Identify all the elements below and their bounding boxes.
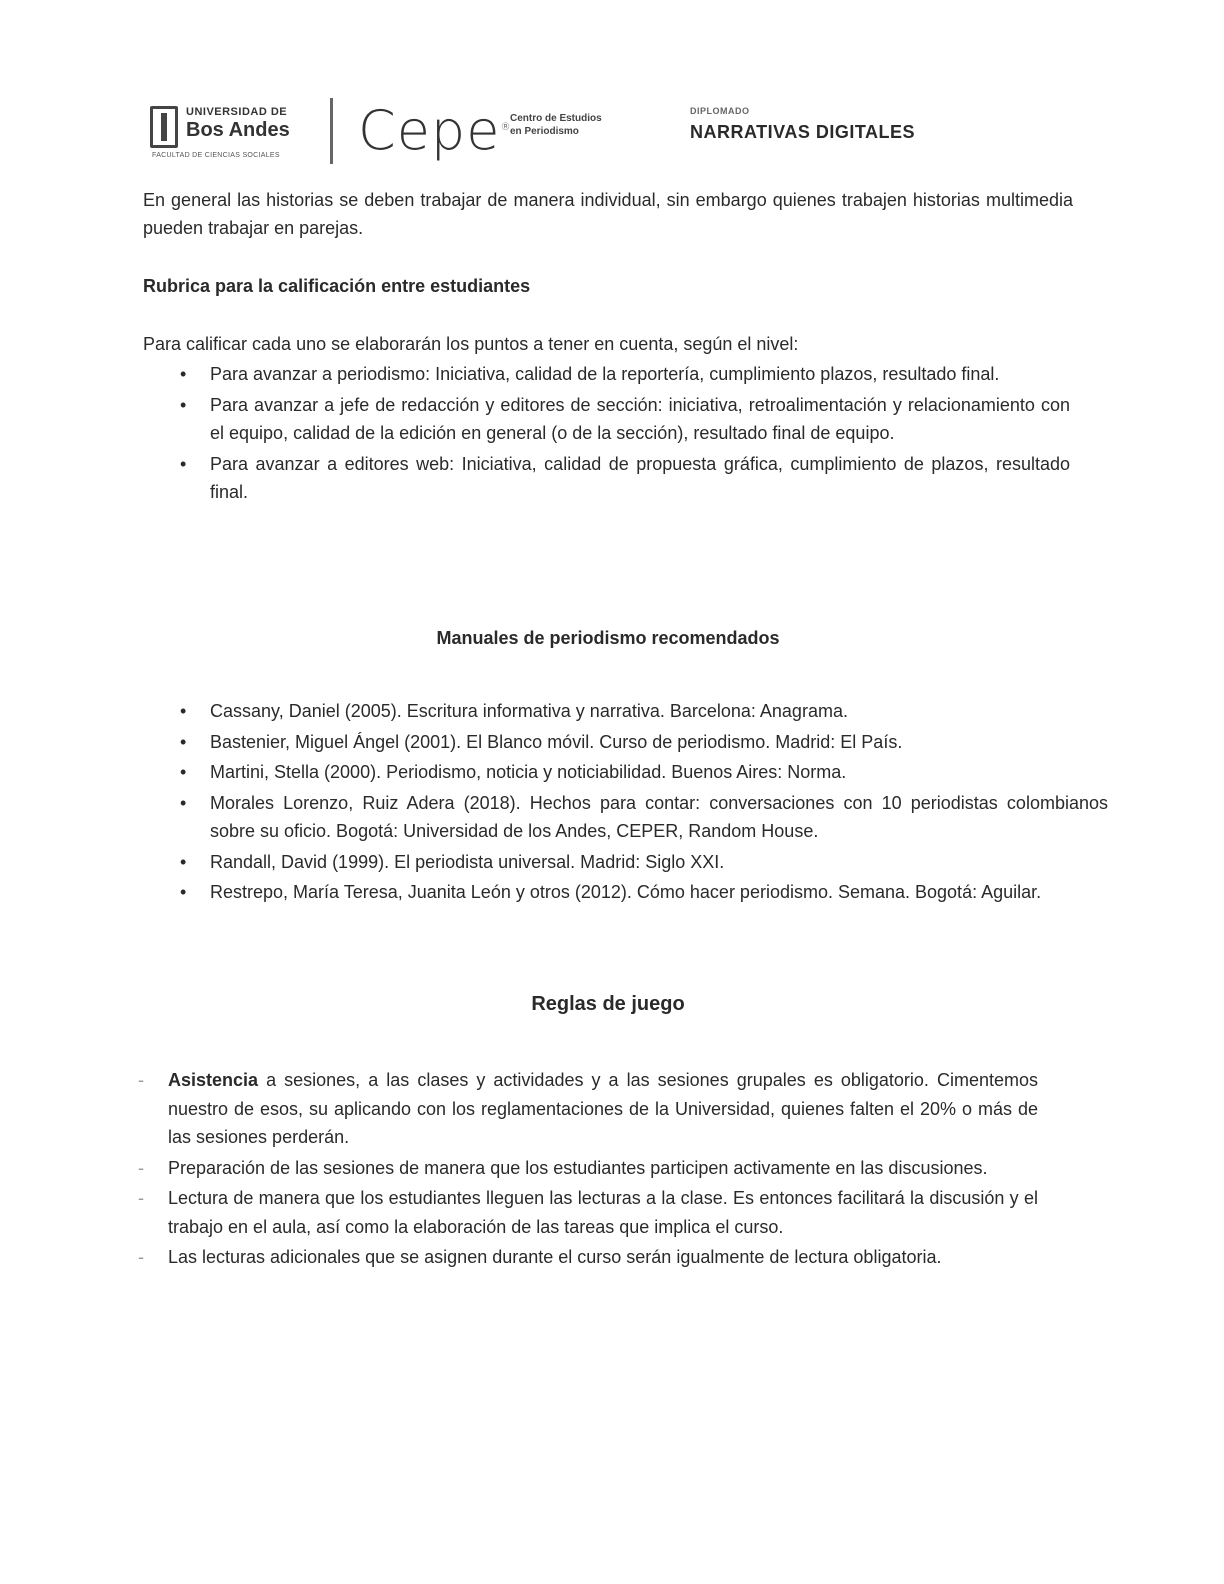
- list-item: • Bastenier, Miguel Ángel (2001). El Blanco móvil. Curso de periodismo. Madrid: El País.: [180, 731, 903, 752]
- list-item-text: Las lecturas adicionales que se asignen durante el curso serán igualmente de lectura obligatoria.: [168, 1247, 942, 1267]
- page-header: [148, 98, 988, 168]
- list-item: • Morales Lorenzo, Ruiz Adera (2018). Hechos para contar: conversaciones con 10 periodistas colombianos sobre su oficio. Bogotá: Universidad de los Andes, CEPER, Random House.: [180, 792, 1108, 841]
- list-item: • Martini, Stella (2000). Periodismo, noticia y noticiabilidad. Buenos Aires: Norma.: [180, 762, 847, 782]
- cepe-description-line2: en Periodismo: [510, 126, 579, 137]
- list-item-text: Bastenier, Miguel Ángel (2001). El Blanco móvil. Curso de periodismo. Madrid: El País.: [210, 731, 903, 752]
- list-item: • Randall, David (1999). El periodista universal. Madrid: Siglo XXI.: [180, 851, 725, 872]
- university-logo-line1: UNIVERSIDAD DE: [186, 106, 288, 118]
- list-item-text: Restrepo, María Teresa, Juanita León y otros (2012). Cómo hacer periodismo. Semana. Bogotá: Aguilar.: [210, 882, 1042, 902]
- list-item-text: Morales Lorenzo, Ruiz Adera (2018). Hechos para contar: conversaciones con 10 periodistas colombianos sobre su oficio. Bogotá: Universidad de los Andes, CEPER, Random House.: [210, 792, 1108, 841]
- manuals-heading: Manuales de periodismo recomendados: [436, 628, 780, 648]
- university-logo-line2: Bos Andes: [186, 119, 290, 141]
- grading-heading: Rubrica para la calificación entre estudiantes: [143, 276, 531, 296]
- header-divider: [330, 98, 333, 164]
- list-item-text: Lectura de manera que los estudiantes lleguen las lecturas a la clase. Es entonces facilitará la discusión y el trabajo en el aula, así como la elaboración de las tareas que implica el curso.: [168, 1188, 1038, 1237]
- list-item-text: Para avanzar a jefe de redacción y editores de sección: iniciativa, retroalimentación y relacionamiento con el equipo, calidad de la edición en general (o de la sección), resultado final de equipo.: [210, 394, 1070, 443]
- list-item-text: Para avanzar a periodismo: Iniciativa, calidad de la reportería, cumplimiento plazos, resultado final.: [210, 364, 1000, 384]
- grading-list: [180, 360, 1070, 509]
- program-name: NARRATIVAS DIGITALES: [690, 122, 915, 142]
- university-logo: [148, 102, 306, 160]
- intro-paragraph: En general las historias se deben trabajar de manera individual, sin embargo quienes trabajen historias multimedia pueden trabajar en parejas.: [143, 190, 1073, 238]
- university-logo-line3: FACULTAD DE CIENCIAS SOCIALES: [152, 152, 280, 159]
- crest-icon: [150, 106, 178, 148]
- rule-lead: Asistencia: [168, 1070, 259, 1090]
- program-title: [690, 106, 915, 143]
- cepe-description: [510, 112, 602, 138]
- program-type: DIPLOMADO: [690, 106, 750, 116]
- list-item-text: Cassany, Daniel (2005). Escritura informativa y narrativa. Barcelona: Anagrama.: [210, 701, 848, 721]
- list-item-text: Martini, Stella (2000). Periodismo, noticia y noticiabilidad. Buenos Aires: Norma.: [210, 762, 847, 782]
- cepe-description-line1: Centro de Estudios: [510, 113, 602, 124]
- cepe-logo: [358, 99, 512, 162]
- list-item: - Las lecturas adicionales que se asignen durante el curso serán igualmente de lectura obligatoria.: [138, 1247, 942, 1267]
- list-item: • Para avanzar a editores web: Iniciativa, calidad de propuesta gráfica, cumplimiento de plazos, resultado final.: [180, 453, 1070, 502]
- list-item: • Para avanzar a periodismo: Iniciativa, calidad de la reportería, cumplimiento plazos, resultado final.: [180, 364, 1000, 384]
- rules-heading: Reglas de juego: [531, 993, 685, 1015]
- list-item-text: a sesiones, a las clases y actividades y a las sesiones grupales es obligatorio. Cimentemos nuestro de esos, su aplicando con los reglamentaciones de la Universidad, quienes falten el 20% o más de las sesiones perderán.: [168, 1070, 1038, 1147]
- list-item: - Preparación de las sesiones de manera que los estudiantes participen activamente en las discusiones.: [138, 1157, 988, 1178]
- rules-list: [138, 1066, 1038, 1274]
- manuals-list: [180, 697, 1108, 909]
- cepe-logo-text: Cepe: [358, 99, 501, 162]
- list-item-text: Preparación de las sesiones de manera que los estudiantes participen activamente en las discusiones.: [168, 1157, 988, 1178]
- list-item: • Para avanzar a jefe de redacción y editores de sección: iniciativa, retroalimentación y relacionamiento con el equipo, calidad de la edición en general (o de la sección), resultado final de equipo.: [180, 394, 1070, 443]
- grading-intro: Para calificar cada uno se elaborarán los puntos a tener en cuenta, según el nivel:: [143, 334, 799, 354]
- list-item: - Asistencia a sesiones, a las clases y actividades y a las sesiones grupales es obligatorio. Cimentemos nuestro de esos, su aplicando con los reglamentaciones de la Universidad, quienes falten el 20% o más de las sesiones perderán.: [138, 1070, 1038, 1147]
- list-item: • Restrepo, María Teresa, Juanita León y otros (2012). Cómo hacer periodismo. Semana. Bogotá: Aguilar.: [180, 882, 1042, 902]
- list-item: - Lectura de manera que los estudiantes lleguen las lecturas a la clase. Es entonces facilitará la discusión y el trabajo en el aula, así como la elaboración de las tareas que implica el curso.: [138, 1188, 1038, 1237]
- list-item-text: Para avanzar a editores web: Iniciativa, calidad de propuesta gráfica, cumplimiento de plazos, resultado final.: [210, 453, 1070, 502]
- registered-mark: ®: [500, 122, 512, 133]
- list-item-text: Randall, David (1999). El periodista universal. Madrid: Siglo XXI.: [210, 851, 725, 872]
- list-item: • Cassany, Daniel (2005). Escritura informativa y narrativa. Barcelona: Anagrama.: [180, 701, 848, 721]
